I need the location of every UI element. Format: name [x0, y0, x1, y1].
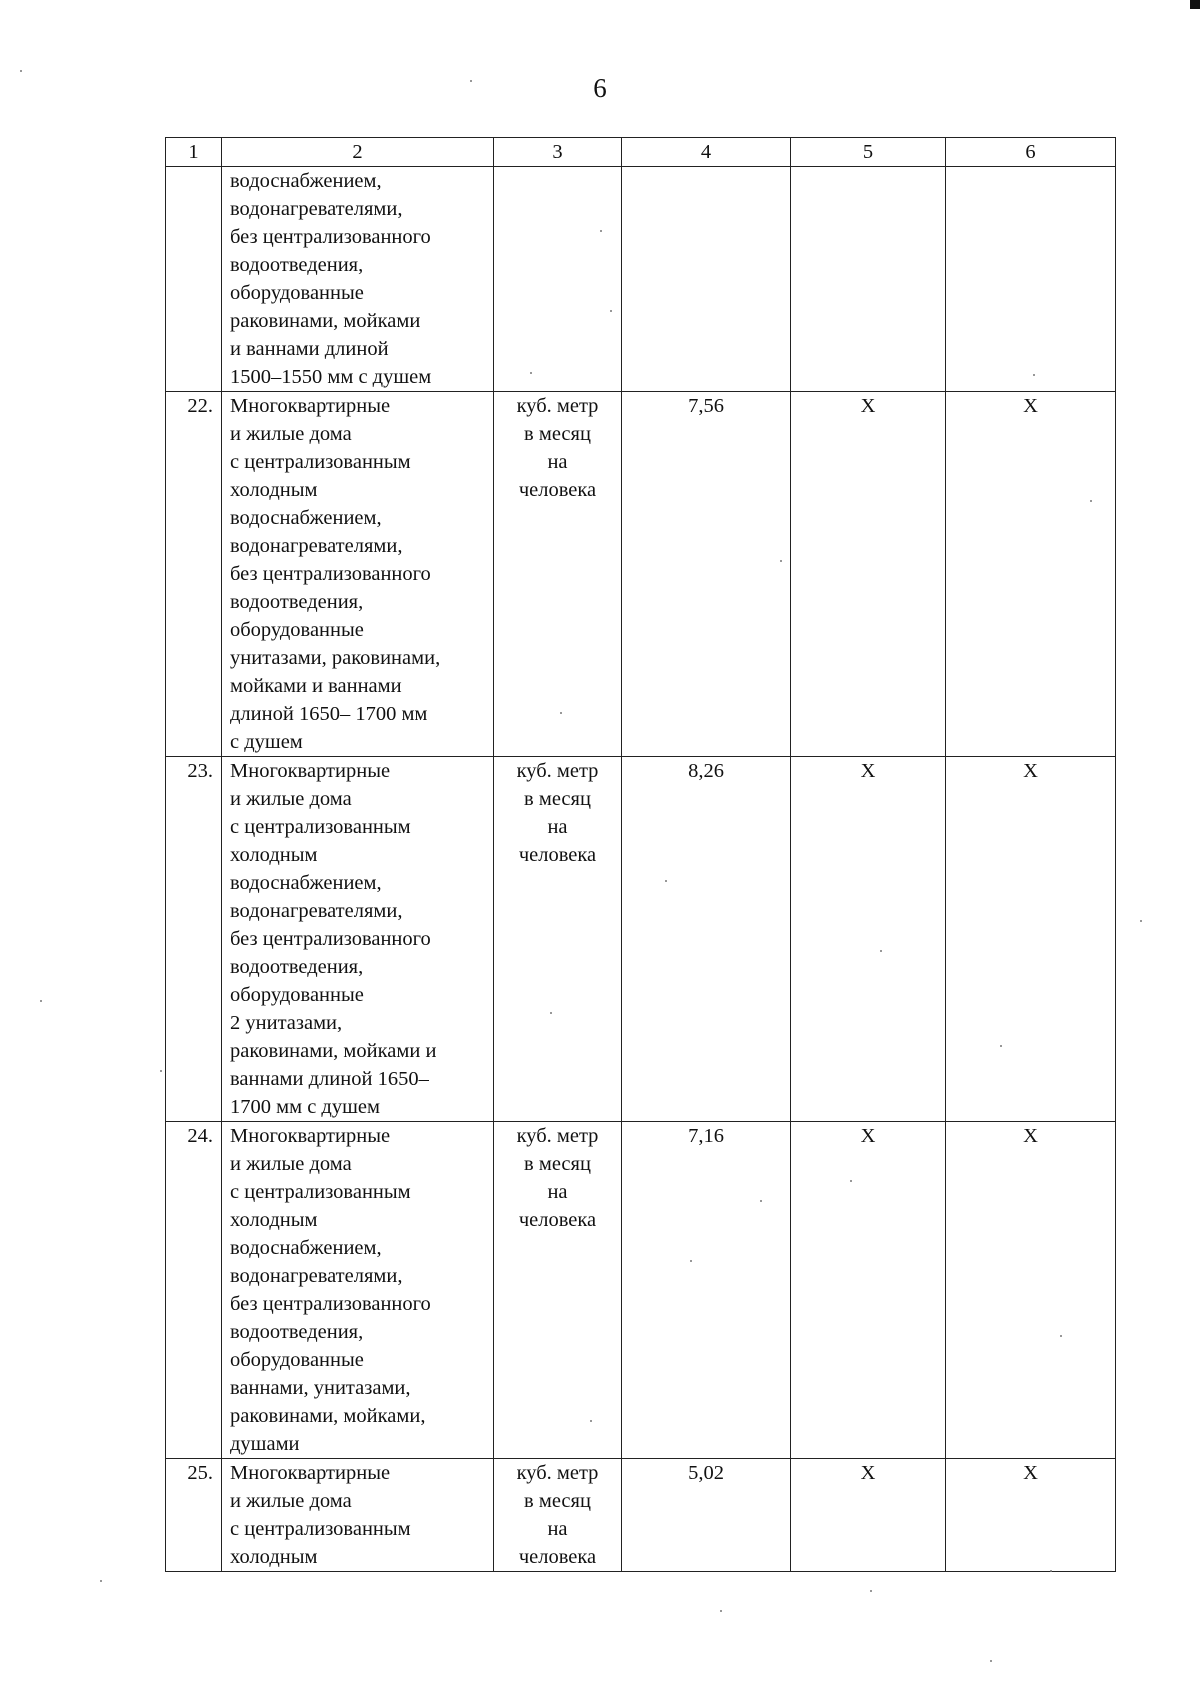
building-description-line: без централизованного [230, 226, 431, 248]
speck [590, 1420, 592, 1422]
speck [690, 1260, 692, 1262]
building-description-line: раковинами, мойками [230, 310, 421, 332]
building-description-line: без централизованного [230, 563, 431, 585]
unit-of-measure-line: на [547, 816, 568, 838]
building-description-line: водоотведения, [230, 956, 364, 978]
row-number [166, 167, 222, 392]
building-description-line: водоотведения, [230, 591, 364, 613]
unit-of-measure-line: в месяц [524, 1153, 591, 1175]
building-description-line: оборудованные [230, 282, 364, 304]
speck [160, 1070, 162, 1072]
building-description-line: с централизованным [230, 1518, 411, 1540]
speck [720, 1610, 722, 1612]
building-description-line: Многоквартирные [230, 1125, 391, 1147]
norm-value: 8,26 [622, 757, 791, 1122]
unit-of-measure-line: в месяц [524, 423, 591, 445]
page-number: 6 [593, 73, 607, 103]
building-description-line: холодным [230, 844, 318, 866]
column-6-value: X [946, 757, 1116, 1122]
unit-of-measure-line: в месяц [524, 788, 591, 810]
unit-of-measure [494, 757, 622, 1122]
column-6-value: X [946, 1122, 1116, 1459]
building-description-line: унитазами, раковинами, [230, 647, 441, 669]
building-description-line: мойками и ваннами [230, 675, 402, 697]
row-number: 23. [166, 757, 222, 1122]
unit-of-measure-line: человека [518, 1209, 597, 1231]
building-description [222, 1459, 494, 1572]
building-description-line: 2 унитазами, [230, 1012, 343, 1034]
table-row [166, 167, 1116, 392]
table-row [166, 1459, 1116, 1572]
building-description-line: с централизованным [230, 816, 411, 838]
building-description-line: водонагревателями, [230, 535, 403, 557]
unit-of-measure-line: человека [518, 844, 597, 866]
building-description-line: оборудованные [230, 984, 364, 1006]
building-description [222, 757, 494, 1122]
speck [40, 1000, 42, 1002]
row-number: 24. [166, 1122, 222, 1459]
column-5-value: X [791, 1122, 946, 1459]
speck [530, 372, 532, 374]
speck [1000, 1045, 1002, 1047]
building-description-line: длиной 1650– 1700 мм [230, 703, 428, 725]
building-description-line: с централизованным [230, 1181, 411, 1203]
unit-of-measure-line: человека [518, 479, 597, 501]
speck [850, 1180, 852, 1182]
unit-of-measure-line: в месяц [524, 1490, 591, 1512]
speck [780, 560, 782, 562]
speck [1140, 920, 1142, 922]
header-cell-6: 6 [946, 138, 1116, 167]
speck [1033, 374, 1035, 376]
building-description-line: без централизованного [230, 928, 431, 950]
unit-of-measure [494, 167, 622, 392]
table-row [166, 392, 1116, 757]
table-row [166, 757, 1116, 1122]
building-description-line: оборудованные [230, 1349, 364, 1371]
building-description-line: и жилые дома [230, 788, 352, 810]
speck [1090, 500, 1092, 502]
speck [1060, 1335, 1062, 1337]
scan-corner-mark [1190, 0, 1200, 9]
header-cell-3: 3 [494, 138, 622, 167]
building-description-line: оборудованные [230, 619, 364, 641]
unit-of-measure [494, 392, 622, 757]
building-description-line: водоснабжением, [230, 170, 382, 192]
building-description-line: холодным [230, 1546, 318, 1568]
building-description-line: и жилые дома [230, 423, 352, 445]
unit-of-measure [494, 1122, 622, 1459]
speck [20, 70, 22, 72]
norm-value: 7,56 [622, 392, 791, 757]
building-description-line: и жилые дома [230, 1153, 352, 1175]
speck [560, 712, 562, 714]
unit-of-measure-line: куб. метр [516, 395, 599, 417]
building-description-line: водонагревателями, [230, 900, 403, 922]
building-description-line: 1700 мм с душем [230, 1096, 380, 1118]
speck [600, 230, 602, 232]
building-description-line: Многоквартирные [230, 395, 391, 417]
header-cell-2: 2 [222, 138, 494, 167]
building-description-line: водонагревателями, [230, 198, 403, 220]
building-description [222, 167, 494, 392]
building-description-line: Многоквартирные [230, 1462, 391, 1484]
column-6-value: X [946, 1459, 1116, 1572]
building-description-line: водоотведения, [230, 1321, 364, 1343]
unit-of-measure-line: на [547, 451, 568, 473]
building-description-line: ваннами длиной 1650– [230, 1068, 429, 1090]
building-description-line: и ваннами длиной [230, 338, 389, 360]
speck [100, 1580, 102, 1582]
column-6-value [946, 167, 1116, 392]
building-description-line: и жилые дома [230, 1490, 352, 1512]
building-description-line: 1500–1550 мм с душем [230, 366, 432, 388]
building-description [222, 1122, 494, 1459]
unit-of-measure-line: куб. метр [516, 1462, 599, 1484]
building-description-line: Многоквартирные [230, 760, 391, 782]
building-description-line: холодным [230, 1209, 318, 1231]
speck [1050, 1570, 1052, 1572]
row-number: 22. [166, 392, 222, 757]
building-description-line: водоотведения, [230, 254, 364, 276]
column-6-value: X [946, 392, 1116, 757]
building-description-line: душами [230, 1433, 300, 1455]
header-cell-1: 1 [166, 138, 222, 167]
header-row [166, 138, 1116, 167]
row-number: 25. [166, 1459, 222, 1572]
building-description-line: раковинами, мойками и [230, 1040, 437, 1062]
unit-of-measure-line: на [547, 1181, 568, 1203]
speck [990, 1660, 992, 1662]
building-description-line: водонагревателями, [230, 1265, 403, 1287]
speck [760, 1200, 762, 1202]
unit-of-measure-line: куб. метр [516, 1125, 599, 1147]
building-description-line: без централизованного [230, 1293, 431, 1315]
unit-of-measure-line: на [547, 1518, 568, 1540]
column-5-value: X [791, 1459, 946, 1572]
norm-value: 5,02 [622, 1459, 791, 1572]
building-description-line: раковинами, мойками, [230, 1405, 426, 1427]
header-cell-5: 5 [791, 138, 946, 167]
unit-of-measure [494, 1459, 622, 1572]
norm-value: 7,16 [622, 1122, 791, 1459]
building-description-line: водоснабжением, [230, 872, 382, 894]
unit-of-measure-line: куб. метр [516, 760, 599, 782]
norms-table [165, 137, 1116, 1572]
building-description-line: с централизованным [230, 451, 411, 473]
column-5-value: X [791, 757, 946, 1122]
building-description-line: холодным [230, 479, 318, 501]
header-cell-4: 4 [622, 138, 791, 167]
table-row [166, 1122, 1116, 1459]
building-description-line: водоснабжением, [230, 1237, 382, 1259]
building-description-line: водоснабжением, [230, 507, 382, 529]
building-description-line: ваннами, унитазами, [230, 1377, 411, 1399]
norm-value [622, 167, 791, 392]
building-description-line: с душем [230, 731, 303, 753]
speck [550, 1012, 552, 1014]
speck [610, 310, 612, 312]
unit-of-measure-line: человека [518, 1546, 597, 1568]
column-5-value: X [791, 392, 946, 757]
speck [470, 80, 472, 82]
column-5-value [791, 167, 946, 392]
building-description [222, 392, 494, 757]
speck [665, 880, 667, 882]
speck [870, 1590, 872, 1592]
speck [880, 950, 882, 952]
